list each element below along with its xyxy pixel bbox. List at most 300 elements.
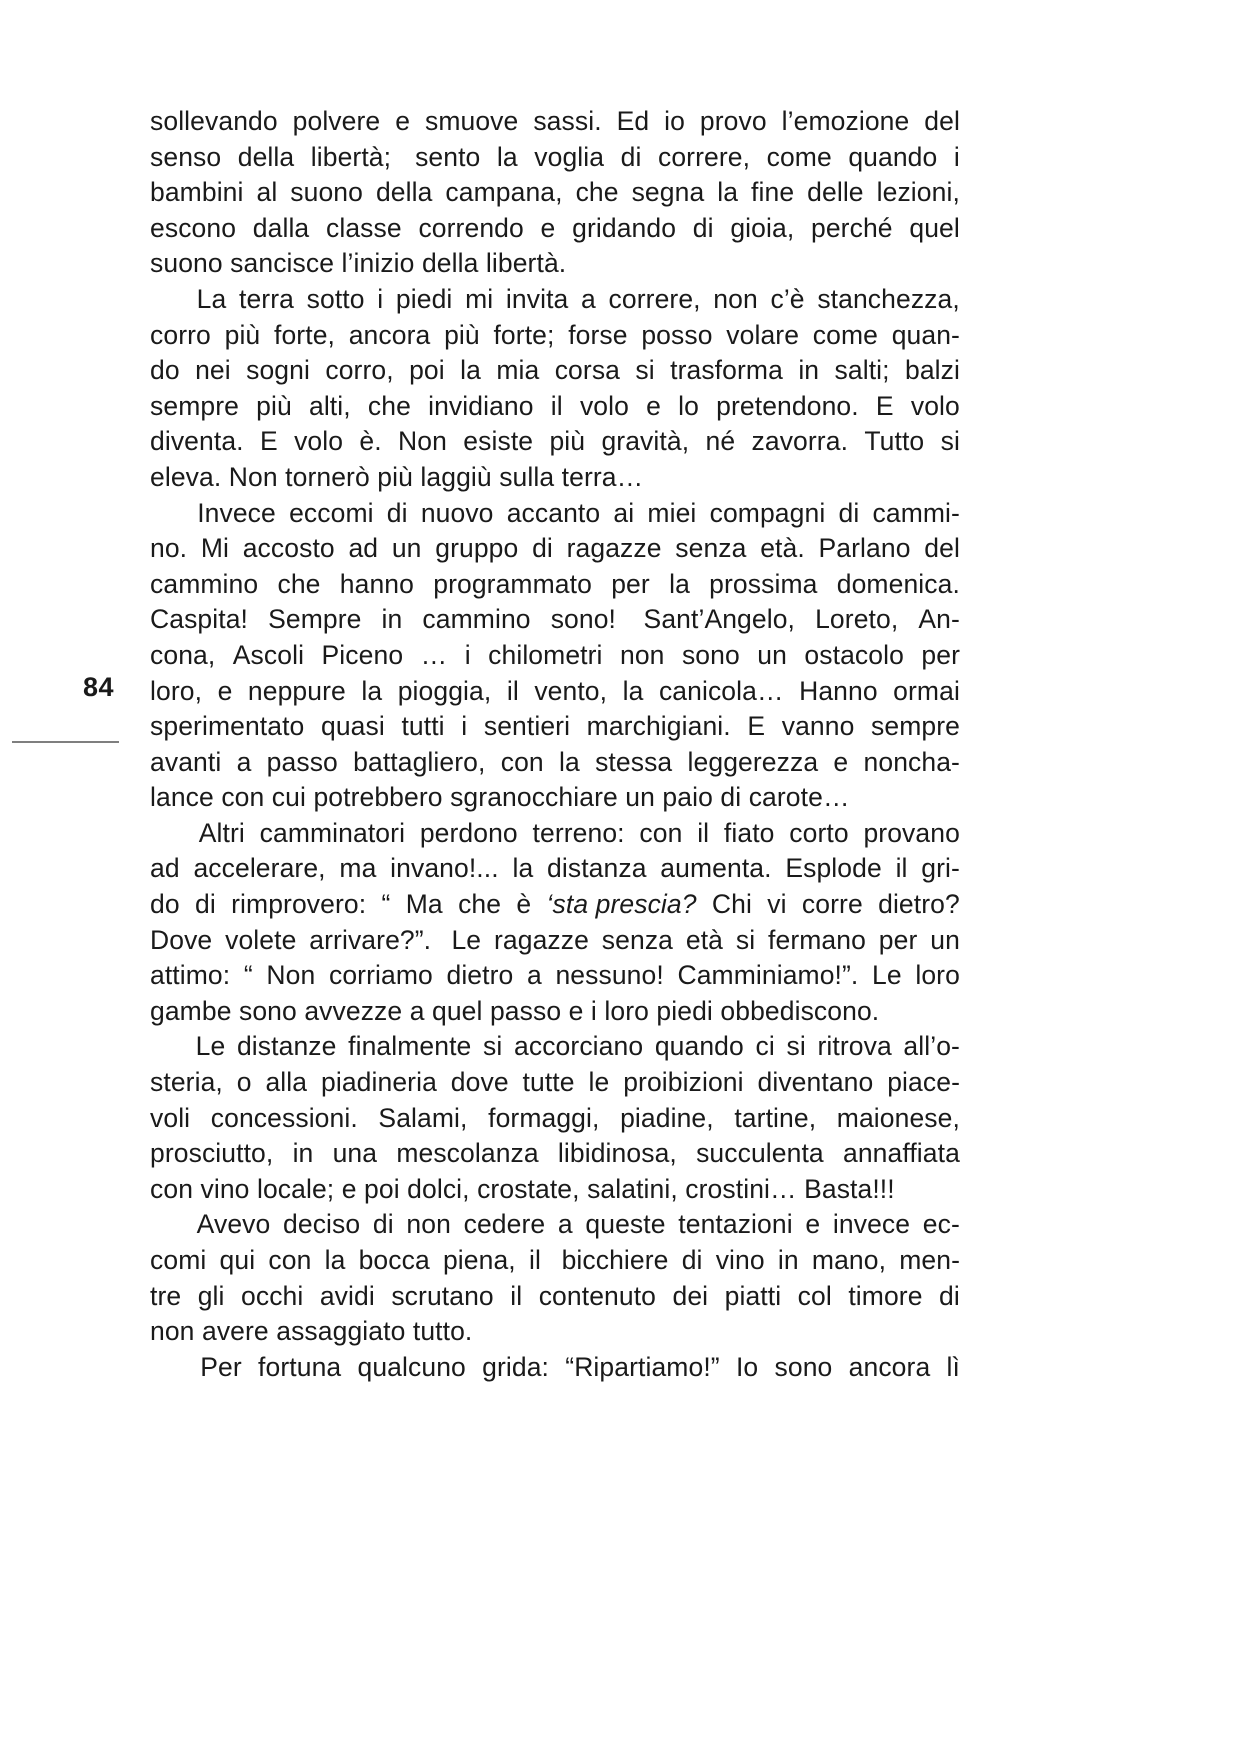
line-word: i: [953, 141, 960, 172]
text-line: [150, 389, 960, 425]
line-word: vanno: [781, 711, 855, 742]
text-line: [150, 1029, 960, 1065]
line-word: ma: [339, 853, 377, 884]
line-word: sempre: [150, 390, 239, 421]
line-word: non: [406, 1209, 451, 1240]
paragraph-indent: [150, 496, 184, 532]
line-word: aumenta.: [660, 853, 772, 884]
text-line: [150, 745, 960, 781]
line-word: ad: [150, 853, 180, 884]
line-word: succulenta: [696, 1138, 824, 1169]
line-word: piatti: [724, 1280, 782, 1311]
line-word: voglia: [534, 141, 605, 172]
page-folio: [0, 672, 128, 702]
line-word: di: [386, 497, 408, 528]
line-word: per: [611, 568, 650, 599]
line-word: sassi.: [533, 106, 602, 136]
line-word: ci: [755, 1031, 775, 1062]
line-word: Esplode: [785, 853, 882, 884]
line-word: provo: [699, 106, 767, 136]
line-word: cammi-: [872, 497, 960, 528]
line-word: per: [878, 924, 918, 955]
line-word: mano,: [811, 1245, 887, 1275]
line-text: lance con cui potrebbero sgranocchiare un paio di carote…: [150, 782, 850, 813]
line-word: piena,: [442, 1245, 516, 1275]
line-word: cammino: [422, 604, 531, 635]
line-word: Per: [200, 1351, 242, 1382]
line-word: Ma: [405, 889, 443, 920]
line-word: domenica.: [836, 568, 960, 599]
line-word: prossima: [709, 568, 818, 599]
line-word: zavorra.: [751, 426, 849, 457]
line-word: che: [367, 390, 411, 421]
line-word: tartine,: [734, 1102, 817, 1133]
line-word: gioia,: [730, 212, 795, 243]
line-word: corro,: [325, 355, 394, 386]
line-word: timore: [848, 1280, 923, 1311]
line-word: sento: [407, 141, 481, 172]
line-word: voli: [150, 1102, 191, 1133]
line-word: accanto: [506, 497, 601, 528]
line-word: di: [692, 212, 714, 243]
line-word: di: [532, 533, 553, 564]
line-word: invano!...: [390, 853, 499, 884]
line-word: Camminiamo!”.: [677, 960, 859, 991]
line-word: quando: [848, 141, 938, 172]
line-word: comi: [150, 1245, 207, 1275]
line-word: dei: [672, 1280, 709, 1311]
line-word: senza: [675, 533, 747, 564]
line-word: i: [464, 639, 471, 670]
line-word: corriamo: [328, 960, 433, 991]
paragraph-indent: [150, 1350, 184, 1386]
italic-phrase: ‘sta prescia?: [546, 889, 697, 920]
line-word: e: [395, 106, 411, 136]
body-text-block: [150, 104, 960, 1385]
line-word: un: [930, 924, 960, 955]
line-word: canicola…: [658, 675, 784, 706]
line-word: attimo:: [150, 960, 231, 991]
line-word: gruppo: [435, 533, 519, 564]
line-word: cedere: [463, 1209, 546, 1240]
line-word: tutti: [401, 711, 445, 742]
line-word: fine: [751, 177, 795, 208]
line-word: noncha-: [863, 746, 960, 777]
line-word: libertà;: [310, 141, 392, 172]
line-word: Piceno: [321, 639, 404, 670]
text-line: [150, 460, 960, 496]
line-word: a: [236, 746, 252, 777]
text-line: [150, 1314, 960, 1350]
line-word: della: [375, 177, 433, 208]
line-word: età: [685, 924, 723, 955]
line-word: Io: [735, 1351, 759, 1382]
line-word: salti;: [834, 355, 890, 386]
line-word: non: [713, 283, 758, 314]
line-word: di: [681, 1245, 703, 1275]
line-word: vi: [767, 889, 787, 920]
line-word: quan-: [891, 319, 960, 350]
line-word: quasi: [320, 711, 385, 742]
line-word: ragazze: [493, 924, 589, 955]
line-word: distanze: [236, 1031, 337, 1062]
line-word: per: [921, 639, 960, 670]
text-line: [150, 1101, 960, 1137]
line-word: tre: [150, 1280, 182, 1311]
line-word: si: [483, 1031, 503, 1062]
line-word: diventano: [757, 1067, 874, 1098]
line-word: la: [496, 141, 518, 172]
line-word: una: [332, 1138, 378, 1169]
paragraph: [150, 496, 960, 816]
line-word: smuove: [424, 106, 519, 136]
line-word: invidiano: [428, 390, 534, 421]
line-word: in: [381, 604, 403, 635]
line-word: come: [766, 141, 832, 172]
line-word: la: [559, 746, 580, 777]
line-word: tentazioni: [678, 1209, 793, 1240]
paragraph-indent: [150, 816, 184, 852]
line-word: camminatori: [259, 817, 406, 848]
line-word: corro: [150, 319, 211, 350]
line-word: di: [620, 141, 642, 172]
line-word: piace-: [887, 1067, 960, 1098]
line-word: Parlano: [818, 533, 911, 564]
line-word: dove: [450, 1067, 509, 1098]
line-word: ormai: [893, 675, 960, 706]
line-word: formaggi,: [488, 1102, 600, 1133]
line-word: piadine,: [620, 1102, 714, 1133]
line-word: si: [940, 426, 960, 457]
line-word: occhi: [241, 1280, 304, 1311]
line-word: Le: [872, 960, 902, 991]
line-word: arrivare?”.: [309, 924, 432, 955]
line-word: la: [361, 675, 383, 706]
line-word: come: [812, 319, 878, 350]
line-word: cammino: [150, 568, 259, 599]
line-word: volete: [225, 924, 297, 955]
line-word: hanno: [339, 568, 414, 599]
line-word: io: [664, 106, 685, 136]
line-word: Dove: [150, 924, 213, 955]
line-word: sogni: [246, 355, 310, 386]
line-word: corre: [801, 889, 863, 920]
text-line: [150, 1207, 960, 1243]
line-word: ad: [348, 533, 379, 564]
line-word: Le: [443, 924, 482, 955]
line-word: avidi: [319, 1280, 375, 1311]
line-word: col: [797, 1280, 832, 1311]
line-word: la: [512, 853, 534, 884]
line-word: corsa: [554, 355, 621, 386]
line-word: di: [194, 889, 216, 920]
line-word: forse: [568, 319, 628, 350]
line-word: cona,: [150, 639, 216, 670]
line-word: bambini: [150, 177, 244, 208]
text-line: [150, 674, 960, 710]
text-line: [150, 709, 960, 745]
line-word: in: [798, 355, 820, 386]
line-word: più: [256, 390, 292, 421]
line-word: [547, 887, 697, 923]
line-word: e: [217, 675, 233, 706]
line-word: polvere: [292, 106, 381, 136]
line-word: marchigiani.: [586, 711, 731, 742]
line-word: avanti: [150, 746, 222, 777]
line-word: loro,: [150, 675, 203, 706]
line-text: non avere assaggiato tutto.: [150, 1316, 473, 1347]
line-word: ec-: [922, 1209, 960, 1240]
line-word: E: [747, 711, 766, 742]
line-word: dalla: [252, 212, 310, 243]
line-word: sollevando: [150, 106, 278, 136]
line-word: “: [243, 960, 253, 991]
line-word: Sant’Angelo,: [636, 604, 796, 635]
line-word: che: [458, 889, 502, 920]
line-word: vento,: [534, 675, 608, 706]
line-word: bocca: [358, 1245, 430, 1275]
line-word: la: [669, 568, 690, 599]
line-word: gri-: [921, 853, 960, 884]
line-word: fortuna: [258, 1351, 342, 1382]
paragraph: [150, 1029, 960, 1207]
text-line: [150, 994, 960, 1030]
line-word: gravità,: [601, 426, 690, 457]
line-word: chilometri: [488, 639, 603, 670]
line-word: di: [939, 1280, 960, 1311]
line-word: E: [875, 390, 894, 421]
line-word: è: [516, 889, 532, 920]
line-word: volo: [910, 390, 960, 421]
text-line: [150, 816, 960, 852]
line-word: età.: [760, 533, 805, 564]
line-word: che: [277, 568, 321, 599]
paragraph: [150, 1350, 960, 1386]
line-word: in: [292, 1138, 314, 1169]
line-word: sentieri: [483, 711, 571, 742]
text-line: [150, 923, 960, 959]
line-word: Avevo: [196, 1209, 271, 1240]
line-word: è.: [359, 426, 382, 457]
line-word: loro: [915, 960, 960, 991]
text-line: [150, 1172, 960, 1208]
line-word: eccomi: [289, 497, 374, 528]
line-word: accorciano: [514, 1031, 644, 1062]
line-word: accosto: [242, 533, 335, 564]
line-word: alti,: [308, 390, 351, 421]
text-line: [150, 531, 960, 567]
text-line: [150, 1350, 960, 1386]
line-text: con vino locale; e poi dolci, crostate, salatini, crostini… Basta!!!: [150, 1173, 895, 1204]
text-line: [150, 638, 960, 674]
line-word: la: [324, 1245, 346, 1275]
line-word: posso: [641, 319, 713, 350]
line-word: annaffiata: [842, 1138, 960, 1169]
line-word: la: [622, 675, 644, 706]
line-word: pretendono.: [716, 390, 859, 421]
text-line: [150, 958, 960, 994]
line-text: eleva. Non tornerò più laggiù sulla terra…: [150, 461, 644, 492]
line-word: Hanno: [799, 675, 878, 706]
text-line: [150, 1279, 960, 1315]
paragraph: [150, 104, 960, 282]
line-word: do: [150, 355, 180, 386]
line-word: stanchezza,: [817, 283, 960, 314]
line-word: volo: [294, 426, 344, 457]
paragraph-indent: [150, 1207, 184, 1243]
line-word: il: [510, 1280, 523, 1311]
line-word: contenuto: [538, 1280, 657, 1311]
line-word: più: [224, 319, 261, 350]
line-word: la: [717, 177, 739, 208]
line-word: c’è: [770, 283, 805, 314]
line-word: Mi: [200, 533, 230, 564]
line-word: neppure: [247, 675, 346, 706]
line-word: libidinosa,: [557, 1138, 677, 1169]
text-line: [150, 318, 960, 354]
line-word: battagliero,: [353, 746, 486, 777]
line-word: un: [757, 639, 787, 670]
line-word: Altri: [198, 817, 245, 848]
line-word: a: [527, 960, 542, 991]
line-word: poi: [409, 355, 445, 386]
line-word: rimprovero:: [231, 889, 367, 920]
line-word: provano: [863, 817, 960, 848]
line-word: e: [833, 746, 849, 777]
line-word: correre,: [608, 283, 701, 314]
line-word: sperimentato: [150, 711, 305, 742]
paragraph: [150, 816, 960, 1030]
text-line: [150, 282, 960, 318]
line-word: con: [500, 746, 544, 777]
line-word: escono: [150, 212, 237, 243]
line-word: al: [256, 177, 278, 208]
line-word: non: [619, 639, 665, 670]
line-word: né: [705, 426, 736, 457]
line-word: ai: [613, 497, 635, 528]
line-word: si: [786, 1031, 806, 1062]
line-word: ancora: [848, 1351, 931, 1382]
line-word: Salami,: [378, 1102, 468, 1133]
line-word: ragazze: [566, 533, 662, 564]
line-word: deciso: [283, 1209, 361, 1240]
line-word: si: [735, 924, 756, 955]
line-word: correndo: [418, 212, 524, 243]
line-word: o: [236, 1067, 252, 1098]
line-word: il: [506, 675, 519, 706]
line-word: men-: [899, 1245, 960, 1275]
line-word: vino: [715, 1245, 765, 1275]
line-word: lì: [946, 1351, 960, 1382]
line-word: corto: [789, 817, 849, 848]
line-word: e: [646, 390, 661, 421]
line-word: mia: [496, 355, 540, 386]
line-word: lezioni,: [876, 177, 960, 208]
line-word: campana,: [445, 177, 563, 208]
line-word: sono: [681, 639, 740, 670]
line-text: gambe sono avvezze a quel passo e i loro piedi obbediscono.: [150, 995, 880, 1026]
line-word: bicchiere: [554, 1245, 669, 1275]
line-word: piadineria: [321, 1067, 437, 1098]
line-word: proibizioni: [623, 1067, 744, 1098]
line-word: la: [460, 355, 481, 386]
line-word: il: [697, 817, 710, 848]
line-word: il: [528, 1245, 541, 1275]
line-word: forte;: [493, 319, 555, 350]
line-word: Chi: [711, 889, 752, 920]
line-word: alla: [265, 1067, 308, 1098]
text-line: [150, 1065, 960, 1101]
line-word: balzi: [904, 355, 960, 386]
text-line: [150, 887, 960, 923]
text-line: [150, 211, 960, 247]
text-line: [150, 140, 960, 176]
line-word: i: [377, 283, 384, 314]
line-word: pioggia,: [397, 675, 492, 706]
line-word: piedi: [395, 283, 453, 314]
line-word: qui: [219, 1245, 256, 1275]
text-line: [150, 1136, 960, 1172]
line-word: qualcuno: [357, 1351, 466, 1382]
paragraph: [150, 1207, 960, 1349]
line-word: classe: [326, 212, 402, 243]
line-word: trasforma: [670, 355, 783, 386]
line-word: quando: [654, 1031, 744, 1062]
line-word: nei: [195, 355, 231, 386]
line-word: Non: [266, 960, 316, 991]
text-line: [150, 780, 960, 816]
line-word: sono!: [550, 604, 617, 635]
line-word: del: [924, 533, 960, 564]
paragraph-indent: [150, 282, 184, 318]
line-word: mescolanza: [396, 1138, 539, 1169]
text-line: [150, 246, 960, 282]
line-word: miei: [647, 497, 697, 528]
text-line: [150, 1243, 960, 1279]
line-word: e: [805, 1209, 821, 1240]
line-word: ancora: [348, 319, 431, 350]
line-word: prosciutto,: [150, 1138, 274, 1169]
line-word: che: [575, 177, 619, 208]
line-word: Loreto,: [815, 604, 899, 635]
line-word: Caspita!: [150, 604, 249, 635]
line-word: senso: [150, 141, 222, 172]
line-word: più: [549, 426, 586, 457]
line-word: passo: [266, 746, 338, 777]
line-word: concessioni.: [210, 1102, 358, 1133]
line-word: delle: [807, 177, 864, 208]
line-word: correre,: [657, 141, 751, 172]
line-word: E: [259, 426, 278, 457]
line-word: volare: [726, 319, 800, 350]
line-word: terra: [239, 283, 294, 314]
line-word: ostacolo: [804, 639, 904, 670]
line-word: programmato: [433, 568, 592, 599]
line-word: terreno:: [532, 817, 625, 848]
line-word: distanza: [547, 853, 647, 884]
line-word: lo: [678, 390, 699, 421]
line-word: all’o-: [903, 1031, 960, 1062]
folio-divider-rule: [12, 741, 119, 743]
text-line: [150, 851, 960, 887]
line-word: “Ripartiamo!”: [565, 1351, 720, 1382]
text-line: [150, 353, 960, 389]
line-word: sempre: [871, 711, 960, 742]
line-word: …: [420, 639, 448, 670]
line-word: leggerezza: [687, 746, 819, 777]
line-word: do: [150, 889, 180, 920]
paragraph: [150, 282, 960, 496]
